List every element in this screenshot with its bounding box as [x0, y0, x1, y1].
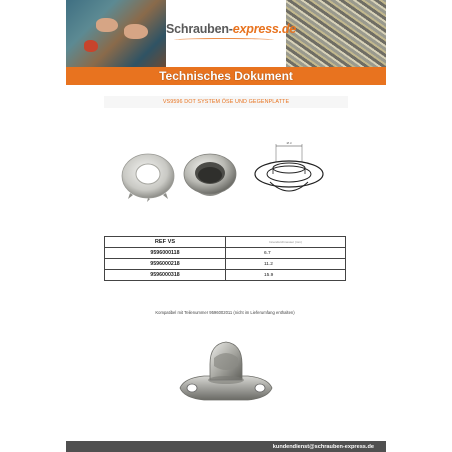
row-value: 6.7	[226, 248, 346, 259]
product-subtitle-bar	[104, 96, 348, 108]
table-row	[105, 259, 346, 270]
header-value: Innendurchmesser (mm)	[226, 237, 346, 248]
table-row	[105, 270, 346, 281]
row-value: 15.9	[226, 270, 346, 281]
turnbutton-image	[176, 334, 276, 410]
table-header-row	[105, 237, 346, 248]
reference-table	[104, 236, 346, 281]
row-ref: 9596000318	[105, 270, 226, 281]
header-banner	[66, 0, 386, 67]
table-row	[105, 248, 346, 259]
logo-accent-text: express.de	[232, 22, 297, 36]
row-value: 11.2	[226, 259, 346, 270]
product-subtitle: VS9596 DOT SYSTEM ÖSE UND GEGENPLATTE	[162, 99, 290, 105]
eyelet-image	[182, 146, 238, 202]
technical-drawing	[252, 138, 326, 208]
row-ref: 9596000118	[105, 248, 226, 259]
compatibility-note: Kompatibel mit Teilenummer 9596002011 (nicht im Lieferumfang enthalten)	[155, 310, 295, 315]
header-ref: REF VS	[105, 237, 226, 248]
document-title-bar	[66, 67, 386, 85]
logo-main-text: Schrauben-	[166, 22, 233, 36]
footer-bar	[66, 441, 386, 452]
workbench-photo	[66, 0, 166, 67]
logo-swoosh	[174, 38, 274, 42]
dimension-label: Ø d	[286, 141, 292, 145]
document-title: Technisches Dokument	[159, 69, 293, 83]
counter-plate-image	[120, 146, 176, 202]
row-ref: 9596000218	[105, 259, 226, 270]
company-logo[interactable]	[166, 22, 316, 36]
customer-service-email[interactable]: kundendienst@schrauben-express.de	[272, 443, 374, 450]
